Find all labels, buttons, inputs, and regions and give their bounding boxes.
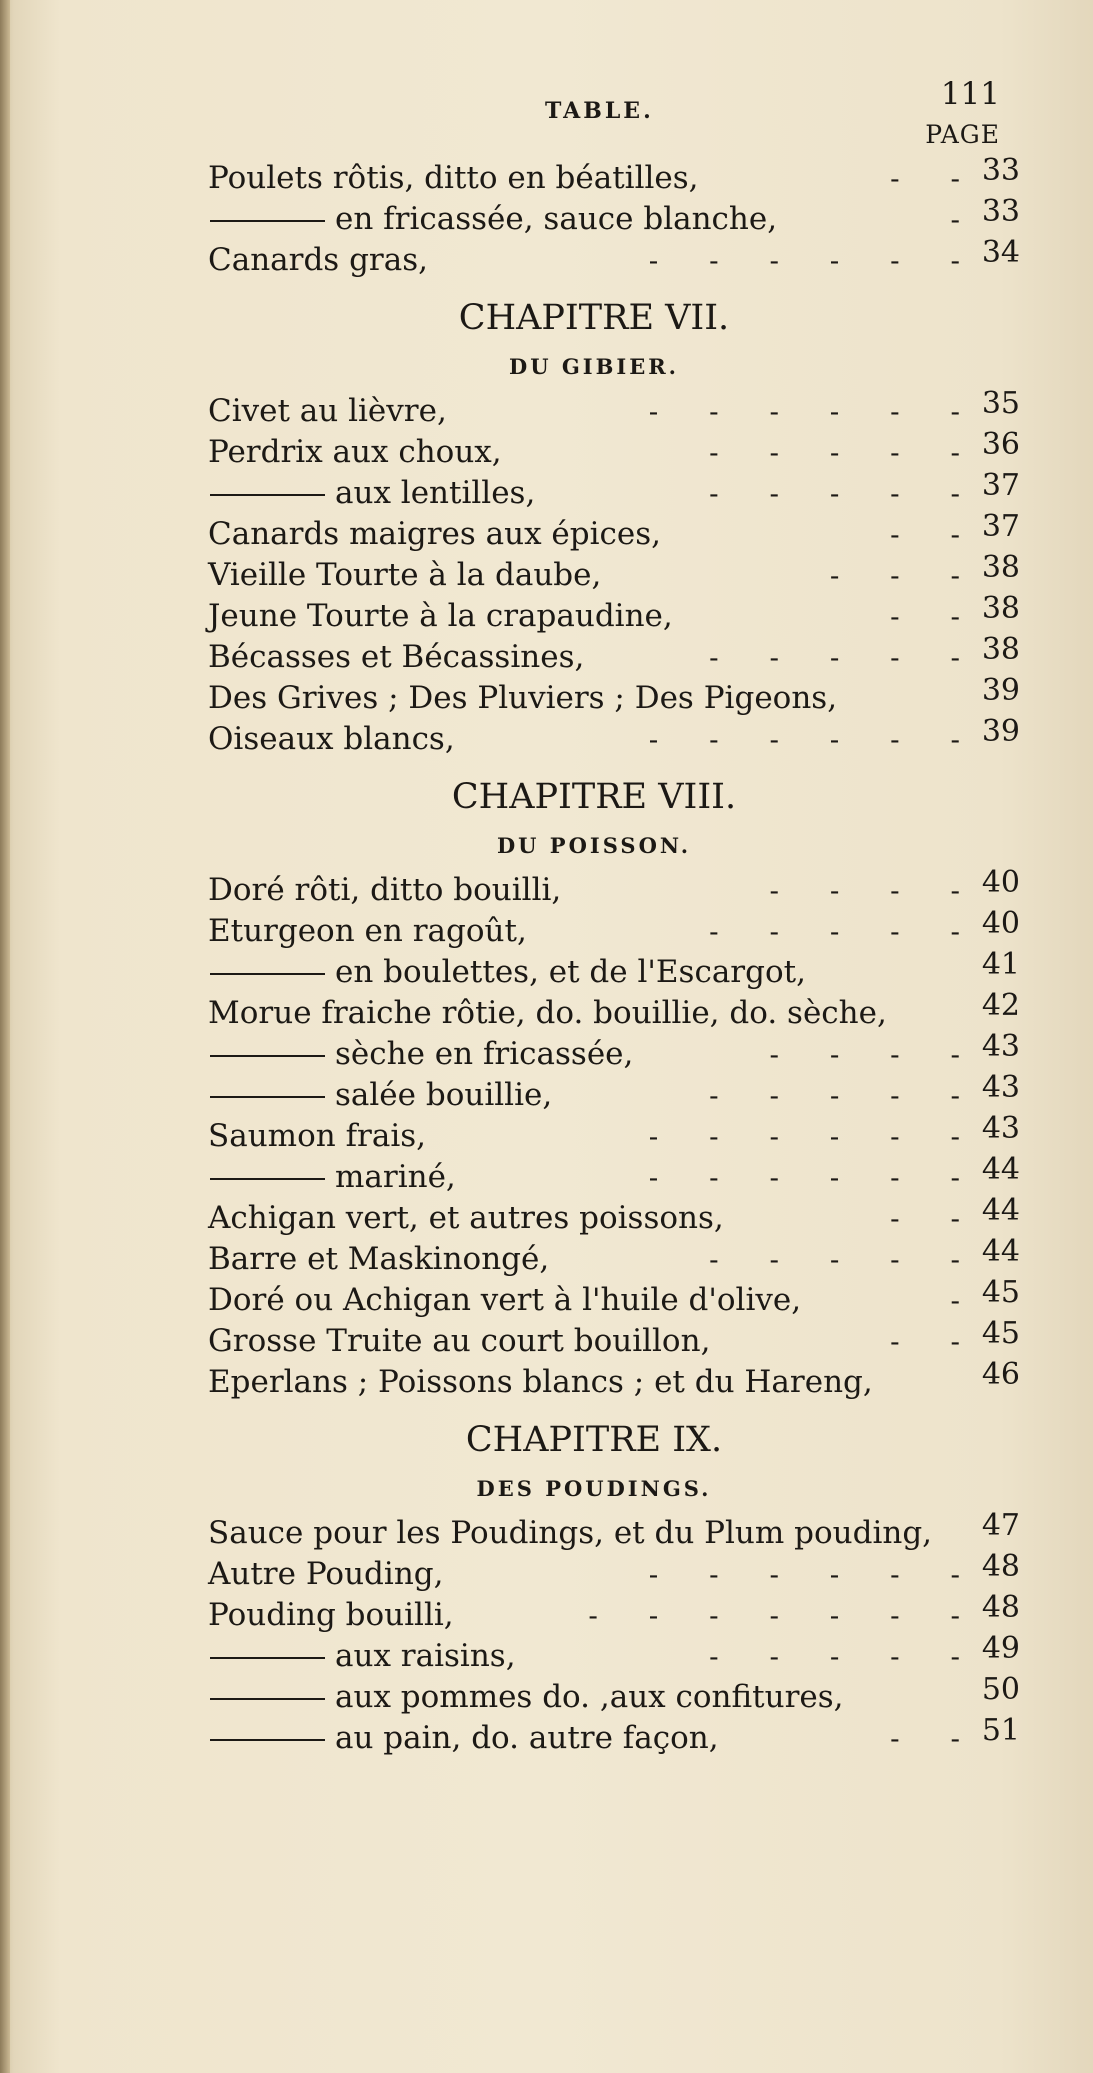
entry-title: Eperlans ; Poissons blancs ; et du Hareng, <box>208 1364 873 1400</box>
ditto-dash <box>210 1657 325 1659</box>
ditto-dash <box>210 1698 325 1700</box>
entry-title: Canards gras, <box>208 242 428 278</box>
entry-title: Jeune Tourte à la crapaudine, <box>208 598 673 634</box>
toc-entry <box>208 1234 1020 1280</box>
entry-page-number: 43 <box>981 1029 1020 1064</box>
dot-leaders: - <box>950 203 960 236</box>
toc-entry <box>208 1631 1020 1677</box>
ditto-dash <box>210 973 325 975</box>
toc-entry <box>208 1275 1020 1321</box>
entry-title: Pouding bouilli, <box>208 1597 454 1633</box>
ditto-dash <box>210 494 325 496</box>
toc-entry <box>208 1508 1020 1554</box>
toc-entry <box>208 1549 1020 1595</box>
dot-leaders: - - - - - <box>709 436 960 469</box>
ditto-dash <box>210 1055 325 1057</box>
toc-entry <box>208 988 1020 1034</box>
dot-leaders: - - - - - <box>709 1243 960 1276</box>
entry-page-number: 35 <box>981 386 1020 421</box>
entry-title: aux raisins, <box>335 1638 516 1674</box>
dot-leaders: - - <box>890 1202 960 1235</box>
section-heading: DU POISSON. <box>496 833 692 858</box>
entry-page-number: 42 <box>981 988 1020 1023</box>
entry-title: aux lentilles, <box>335 475 536 511</box>
chapter-heading: CHAPITRE VIII. <box>451 777 737 817</box>
dot-leaders: - - - - - - <box>648 723 960 756</box>
entry-title: Bécasses et Bécassines, <box>208 639 585 675</box>
entry-title: Eturgeon en ragoût, <box>208 913 527 949</box>
entry-title: au pain, do. autre façon, <box>335 1720 719 1756</box>
entry-title: Doré rôti, ditto bouilli, <box>208 872 562 908</box>
entry-page-number: 39 <box>981 714 1020 749</box>
entry-page-number: 43 <box>981 1070 1020 1105</box>
dot-leaders: - - - - - <box>709 1640 960 1673</box>
page-gutter <box>0 0 10 2073</box>
table-of-contents <box>208 153 1020 1759</box>
entry-title: Grosse Truite au court bouillon, <box>208 1323 711 1359</box>
entry-title: Perdrix aux choux, <box>208 434 502 470</box>
toc-entry <box>208 591 1020 637</box>
dot-leaders: - - - - - <box>709 477 960 510</box>
entry-title: sèche en fricassée, <box>335 1036 634 1072</box>
dot-leaders: - - - - - <box>709 915 960 948</box>
entry-page-number: 44 <box>981 1234 1020 1269</box>
toc-entry <box>208 1357 1020 1403</box>
entry-page-number: 36 <box>981 427 1020 462</box>
ditto-dash <box>210 1739 325 1741</box>
entry-title: Canards maigres aux épices, <box>208 516 661 552</box>
entry-page-number: 38 <box>981 591 1020 626</box>
toc-entry <box>208 153 1020 199</box>
entry-title: Poulets rôtis, ditto en béatilles, <box>208 160 699 196</box>
entry-title: Des Grives ; Des Pluviers ; Des Pigeons, <box>208 680 838 716</box>
entry-page-number: 41 <box>981 947 1020 982</box>
toc-entry <box>208 1672 1020 1718</box>
dot-leaders: - - <box>890 1722 960 1755</box>
entry-page-number: 38 <box>981 632 1020 667</box>
page-column-label: PAGE <box>925 120 1000 149</box>
entry-page-number: 43 <box>981 1111 1020 1146</box>
toc-entry <box>208 468 1020 514</box>
toc-entry <box>208 947 1020 993</box>
entry-page-number: 47 <box>981 1508 1020 1543</box>
entry-page-number: 49 <box>981 1631 1020 1666</box>
entry-title: Barre et Maskinongé, <box>208 1241 550 1277</box>
entry-title: Sauce pour les Poudings, et du Plum pouding, <box>208 1515 933 1551</box>
entry-title: aux pommes do. ,aux confitures, <box>335 1679 844 1715</box>
entry-title: Achigan vert, et autres poissons, <box>208 1200 724 1236</box>
toc-entry <box>208 1713 1020 1759</box>
dot-leaders: - - - - - - - <box>588 1599 960 1632</box>
toc-entry <box>208 427 1020 473</box>
toc-entry <box>208 1070 1020 1116</box>
entry-title: salée bouillie, <box>335 1077 553 1113</box>
entry-title: Oiseaux blancs, <box>208 721 455 757</box>
entry-page-number: 33 <box>981 153 1020 188</box>
dot-leaders: - - - - - <box>709 1079 960 1112</box>
toc-entry <box>208 906 1020 952</box>
page-number: 111 <box>940 76 1000 112</box>
dot-leaders: - - - - <box>769 874 960 907</box>
toc-entry <box>208 386 1020 432</box>
entry-page-number: 40 <box>981 906 1020 941</box>
toc-entry <box>208 673 1020 719</box>
toc-entry <box>208 1029 1020 1075</box>
dot-leaders: - - <box>890 600 960 633</box>
entry-page-number: 39 <box>981 673 1020 708</box>
ditto-dash <box>210 220 325 222</box>
entry-page-number: 50 <box>981 1672 1020 1707</box>
entry-page-number: 45 <box>981 1275 1020 1310</box>
toc-entry <box>208 714 1020 760</box>
entry-page-number: 34 <box>981 235 1020 270</box>
entry-title: Doré ou Achigan vert à l'huile d'olive, <box>208 1282 802 1318</box>
page-header <box>210 76 1000 149</box>
dot-leaders: - - - - - - <box>648 244 960 277</box>
entry-page-number: 44 <box>981 1193 1020 1228</box>
dot-leaders: - - <box>890 162 960 195</box>
dot-leaders: - - - - - - <box>648 1558 960 1591</box>
entry-title: Morue fraiche rôtie, do. bouillie, do. sèche, <box>208 995 887 1031</box>
entry-title: mariné, <box>335 1159 456 1195</box>
dot-leaders: - - <box>890 518 960 551</box>
entry-page-number: 38 <box>981 550 1020 585</box>
dot-leaders: - - - - - - <box>648 395 960 428</box>
ditto-dash <box>210 1096 325 1098</box>
entry-title: en boulettes, et de l'Escargot, <box>335 954 806 990</box>
toc-entry <box>208 1316 1020 1362</box>
toc-entry <box>208 632 1020 678</box>
entry-page-number: 45 <box>981 1316 1020 1351</box>
toc-entry <box>208 235 1020 281</box>
entry-title: en fricassée, sauce blanche, <box>335 201 778 237</box>
chapter-heading: CHAPITRE VII. <box>458 298 730 338</box>
section-heading: DES POUDINGS. <box>476 1476 712 1501</box>
chapter-heading: CHAPITRE IX. <box>465 1420 723 1460</box>
entry-page-number: 48 <box>981 1590 1020 1625</box>
entry-page-number: 44 <box>981 1152 1020 1187</box>
entry-page-number: 48 <box>981 1549 1020 1584</box>
dot-leaders: - - - - - - <box>648 1161 960 1194</box>
dot-leaders: - - - <box>829 559 960 592</box>
entry-page-number: 37 <box>981 468 1020 503</box>
toc-entry <box>208 1152 1020 1198</box>
toc-entry <box>208 1111 1020 1157</box>
toc-entry <box>208 1193 1020 1239</box>
ditto-dash <box>210 1178 325 1180</box>
entry-page-number: 33 <box>981 194 1020 229</box>
entry-title: Civet au lièvre, <box>208 393 447 429</box>
entry-page-number: 40 <box>981 865 1020 900</box>
toc-entry <box>208 550 1020 596</box>
dot-leaders: - <box>950 1284 960 1317</box>
dot-leaders: - - - - - <box>709 641 960 674</box>
dot-leaders: - - - - - - <box>648 1120 960 1153</box>
section-heading: DU GIBIER. <box>509 354 679 379</box>
running-title: TABLE. <box>545 98 654 124</box>
toc-entry <box>208 194 1020 240</box>
entry-title: Saumon frais, <box>208 1118 427 1154</box>
entry-page-number: 51 <box>981 1713 1020 1748</box>
entry-page-number: 37 <box>981 509 1020 544</box>
entry-title: Vieille Tourte à la daube, <box>208 557 602 593</box>
toc-entry <box>208 509 1020 555</box>
toc-entry <box>208 1590 1020 1636</box>
dot-leaders: - - <box>890 1325 960 1358</box>
entry-title: Autre Pouding, <box>208 1556 444 1592</box>
dot-leaders: - - - - <box>769 1038 960 1071</box>
toc-entry <box>208 865 1020 911</box>
entry-page-number: 46 <box>981 1357 1020 1392</box>
